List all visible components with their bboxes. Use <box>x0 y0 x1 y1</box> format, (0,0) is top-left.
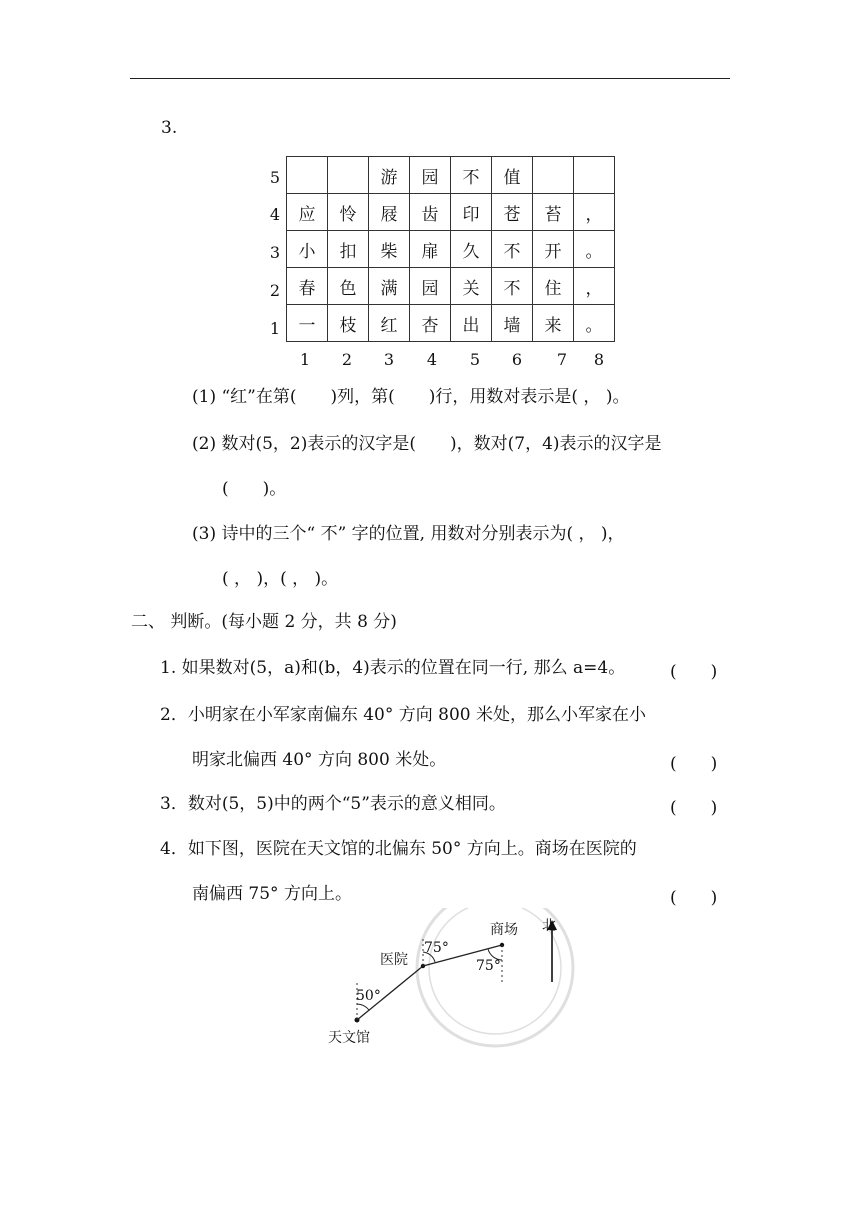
judge-item-4-line1: 4．如下图，医院在天文馆的北偏东 50° 方向上。商场在医院的 <box>160 839 637 859</box>
grid-cell: 不 <box>492 268 533 305</box>
row-label-5: 5 <box>269 168 281 187</box>
grid-row <box>287 231 615 268</box>
grid-row <box>287 305 615 342</box>
grid-cell: ， <box>574 194 615 231</box>
grid-cell: 开 <box>533 231 574 268</box>
grid-cell: 扣 <box>328 231 369 268</box>
grid-cell: 苍 <box>492 194 533 231</box>
col-label-7: 7 <box>556 350 568 369</box>
grid-cell: 柴 <box>369 231 410 268</box>
grid-cell: 屐 <box>369 194 410 231</box>
north-label: 北 <box>542 918 556 934</box>
grid-cell: 满 <box>369 268 410 305</box>
angle-arc-50 <box>357 1004 369 1010</box>
row-label-3: 3 <box>269 243 281 262</box>
judge-item-3-paren[interactable]: ( ) <box>670 798 718 818</box>
grid-cell: 扉 <box>410 231 451 268</box>
grid-cell: 红 <box>369 305 410 342</box>
grid-cell: 游 <box>369 157 410 194</box>
grid-cell: 枝 <box>328 305 369 342</box>
grid-cell: 关 <box>451 268 492 305</box>
q3-item-2-line1: (2) 数对(5，2)表示的汉字是( )，数对(7，4)表示的汉字是 <box>192 434 662 454</box>
mall-label: 商场 <box>490 922 518 938</box>
q3-item-1: (1) “红”在第( )列，第( )行，用数对表示是( ， )。 <box>192 387 630 407</box>
row-label-2: 2 <box>269 281 281 300</box>
grid-cell: 小 <box>287 231 328 268</box>
question-3-number: 3. <box>161 118 178 138</box>
col-label-2: 2 <box>341 350 353 369</box>
grid-cell <box>574 157 615 194</box>
observatory-label: 天文馆 <box>328 1030 370 1046</box>
grid-cell: 出 <box>451 305 492 342</box>
grid-cell: 住 <box>533 268 574 305</box>
grid-cell <box>328 157 369 194</box>
grid-cell: 怜 <box>328 194 369 231</box>
judge-item-2-paren[interactable]: ( ) <box>670 754 718 774</box>
grid-cell <box>533 157 574 194</box>
poem-grid <box>286 156 615 342</box>
col-label-5: 5 <box>469 350 481 369</box>
judge-item-2-line2: 明家北偏西 40° 方向 800 米处。 <box>192 750 447 770</box>
grid-cell: 色 <box>328 268 369 305</box>
grid-row <box>287 268 615 305</box>
grid-cell: 春 <box>287 268 328 305</box>
section-2-heading: 二、 判断。(每小题 2 分，共 8 分) <box>131 612 397 632</box>
judge-item-3: 3．数对(5，5)中的两个“5”表示的意义相同。 <box>160 794 506 814</box>
col-label-6: 6 <box>511 350 523 369</box>
grid-row <box>287 194 615 231</box>
q3-item-2-line2: ( )。 <box>222 479 287 499</box>
col-label-8: 8 <box>593 350 605 369</box>
col-label-1: 1 <box>299 350 311 369</box>
direction-diagram <box>320 908 580 1050</box>
col-label-4: 4 <box>426 350 438 369</box>
grid-cell: 杏 <box>410 305 451 342</box>
angle-75-top-label: 75° <box>424 940 449 956</box>
angle-50-label: 50° <box>356 988 381 1004</box>
grid-cell: ， <box>574 268 615 305</box>
grid-cell: 不 <box>492 231 533 268</box>
hospital-label: 医院 <box>380 952 408 968</box>
grid-cell: 印 <box>451 194 492 231</box>
grid-cell: 齿 <box>410 194 451 231</box>
judge-item-4-line2: 南偏西 75° 方向上。 <box>192 884 352 904</box>
q3-item-3-line1: (3) 诗中的三个“ 不” 字的位置, 用数对分别表示为( ， )， <box>192 524 625 544</box>
judge-item-2-line1: 2．小明家在小军家南偏东 40° 方向 800 米处，那么小军家在小 <box>160 705 647 725</box>
grid-cell: 。 <box>574 305 615 342</box>
grid-cell: 不 <box>451 157 492 194</box>
angle-75-right-label: 75° <box>476 958 501 974</box>
grid-cell: 一 <box>287 305 328 342</box>
col-label-3: 3 <box>383 350 395 369</box>
judge-item-1-paren[interactable]: ( ) <box>670 662 718 682</box>
q3-item-3-line2: ( ， )，( ， )。 <box>222 569 339 589</box>
judge-item-4-paren[interactable]: ( ) <box>670 888 718 908</box>
grid-cell: 园 <box>410 157 451 194</box>
grid-row <box>287 157 615 194</box>
top-rule <box>130 78 730 79</box>
grid-cell: 久 <box>451 231 492 268</box>
row-label-1: 1 <box>269 319 281 338</box>
grid-cell: 。 <box>574 231 615 268</box>
grid-cell: 应 <box>287 194 328 231</box>
grid-cell: 值 <box>492 157 533 194</box>
grid-cell <box>287 157 328 194</box>
grid-cell: 来 <box>533 305 574 342</box>
judge-item-1: 1. 如果数对(5，a)和(b，4)表示的位置在同一行, 那么 a=4。 <box>160 658 626 678</box>
grid-cell: 苔 <box>533 194 574 231</box>
grid-cell: 园 <box>410 268 451 305</box>
grid-cell: 墙 <box>492 305 533 342</box>
row-label-4: 4 <box>269 205 281 224</box>
